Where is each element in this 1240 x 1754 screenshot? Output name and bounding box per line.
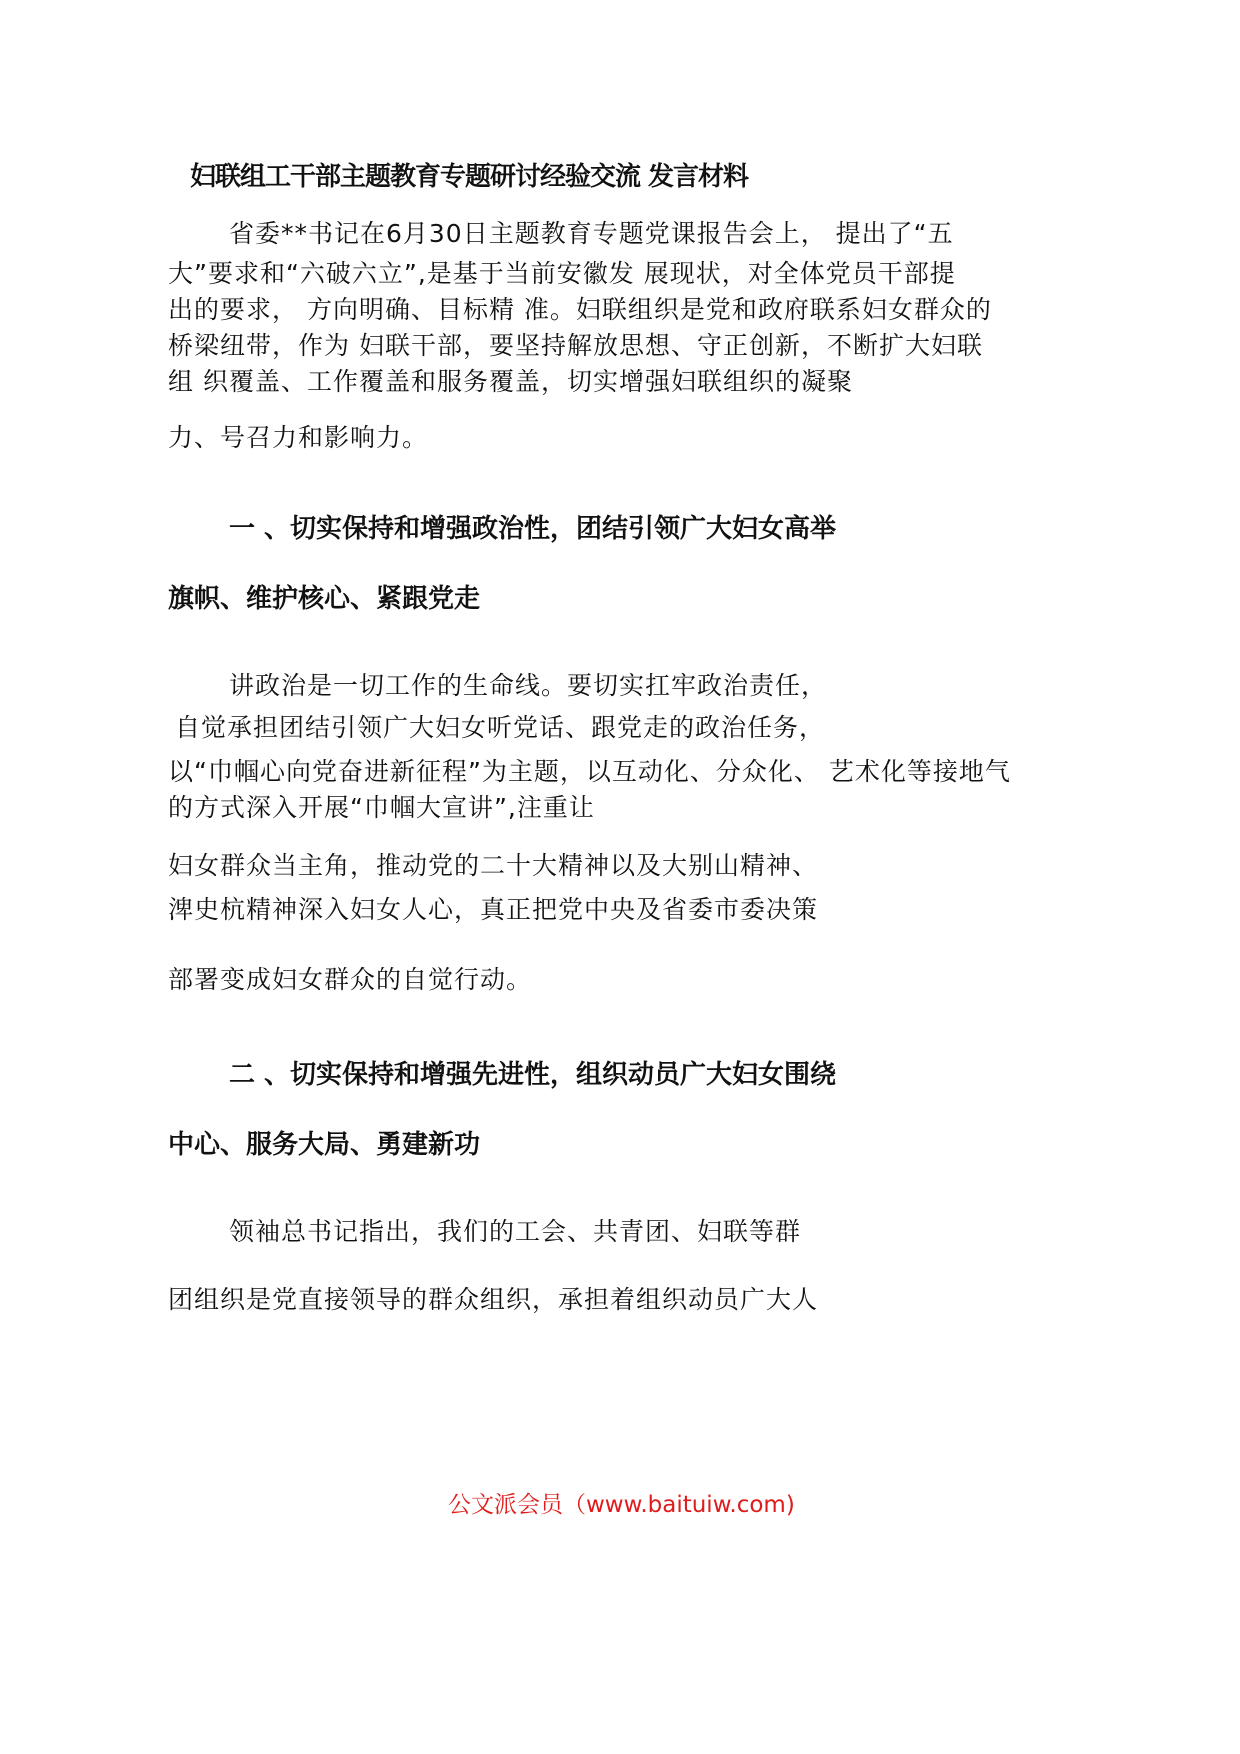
section-body-line: 团组织是党直接领导的群众组织，承担着组织动员广大人 [168, 1285, 819, 1314]
intro-line: 大”要求和“六破六立”,是基于当前安徽发 展现状，对全体党员干部提 [168, 259, 956, 288]
document-title: 妇联组工干部主题教育专题研讨经验交流 发言材料 [190, 162, 749, 192]
section-body-line: 部署变成妇女群众的自觉行动。 [168, 965, 533, 994]
intro-line: 桥梁纽带，作为 妇联干部，要坚持解放思想、守正创新，不断扩大妇联 [168, 331, 983, 360]
section-heading: 一 、切实保持和增强政治性，团结引领广大妇女高举 [229, 514, 837, 544]
section-body-line: 的方式深入开展“巾帼大宣讲”,注重让 [168, 793, 595, 822]
section-heading: 中心、服务大局、勇建新功 [168, 1130, 481, 1160]
section-body-line: 讲政治是一切工作的生命线。要切实扛牢政治责任， [229, 671, 828, 700]
intro-line: 省委**书记在6月30日主题教育专题党课报告会上， 提出了“五 [229, 219, 954, 248]
section-body-line: 以“巾帼心向党奋进新征程”为主题，以互动化、分众化、 艺术化等接地气 [168, 757, 1011, 786]
section-body-line: 渒史杭精神深入妇女人心，真正把党中央及省委市委决策 [168, 895, 819, 924]
intro-line: 出的要求， 方向明确、目标精 准。妇联组织是党和政府联系妇女群众的 [168, 295, 992, 324]
intro-line: 组 织覆盖、工作覆盖和服务覆盖，切实增强妇联组织的凝聚 [168, 367, 853, 396]
page-footer: 公文派会员（www.baituiw.com) [448, 1492, 795, 1518]
section-body-line: 领袖总书记指出，我们的工会、共青团、妇联等群 [229, 1217, 802, 1246]
section-body-line: 妇女群众当主角，推动党的二十大精神以及大别山精神、 [168, 851, 819, 880]
intro-line: 力、号召力和影响力。 [168, 423, 429, 452]
section-heading: 二 、切实保持和增强先进性，组织动员广大妇女围绕 [229, 1060, 837, 1090]
section-heading: 旗帜、维护核心、紧跟党走 [168, 584, 481, 614]
section-body-line: 自觉承担团结引领广大妇女听党话、跟党走的政治任务， [175, 713, 826, 742]
